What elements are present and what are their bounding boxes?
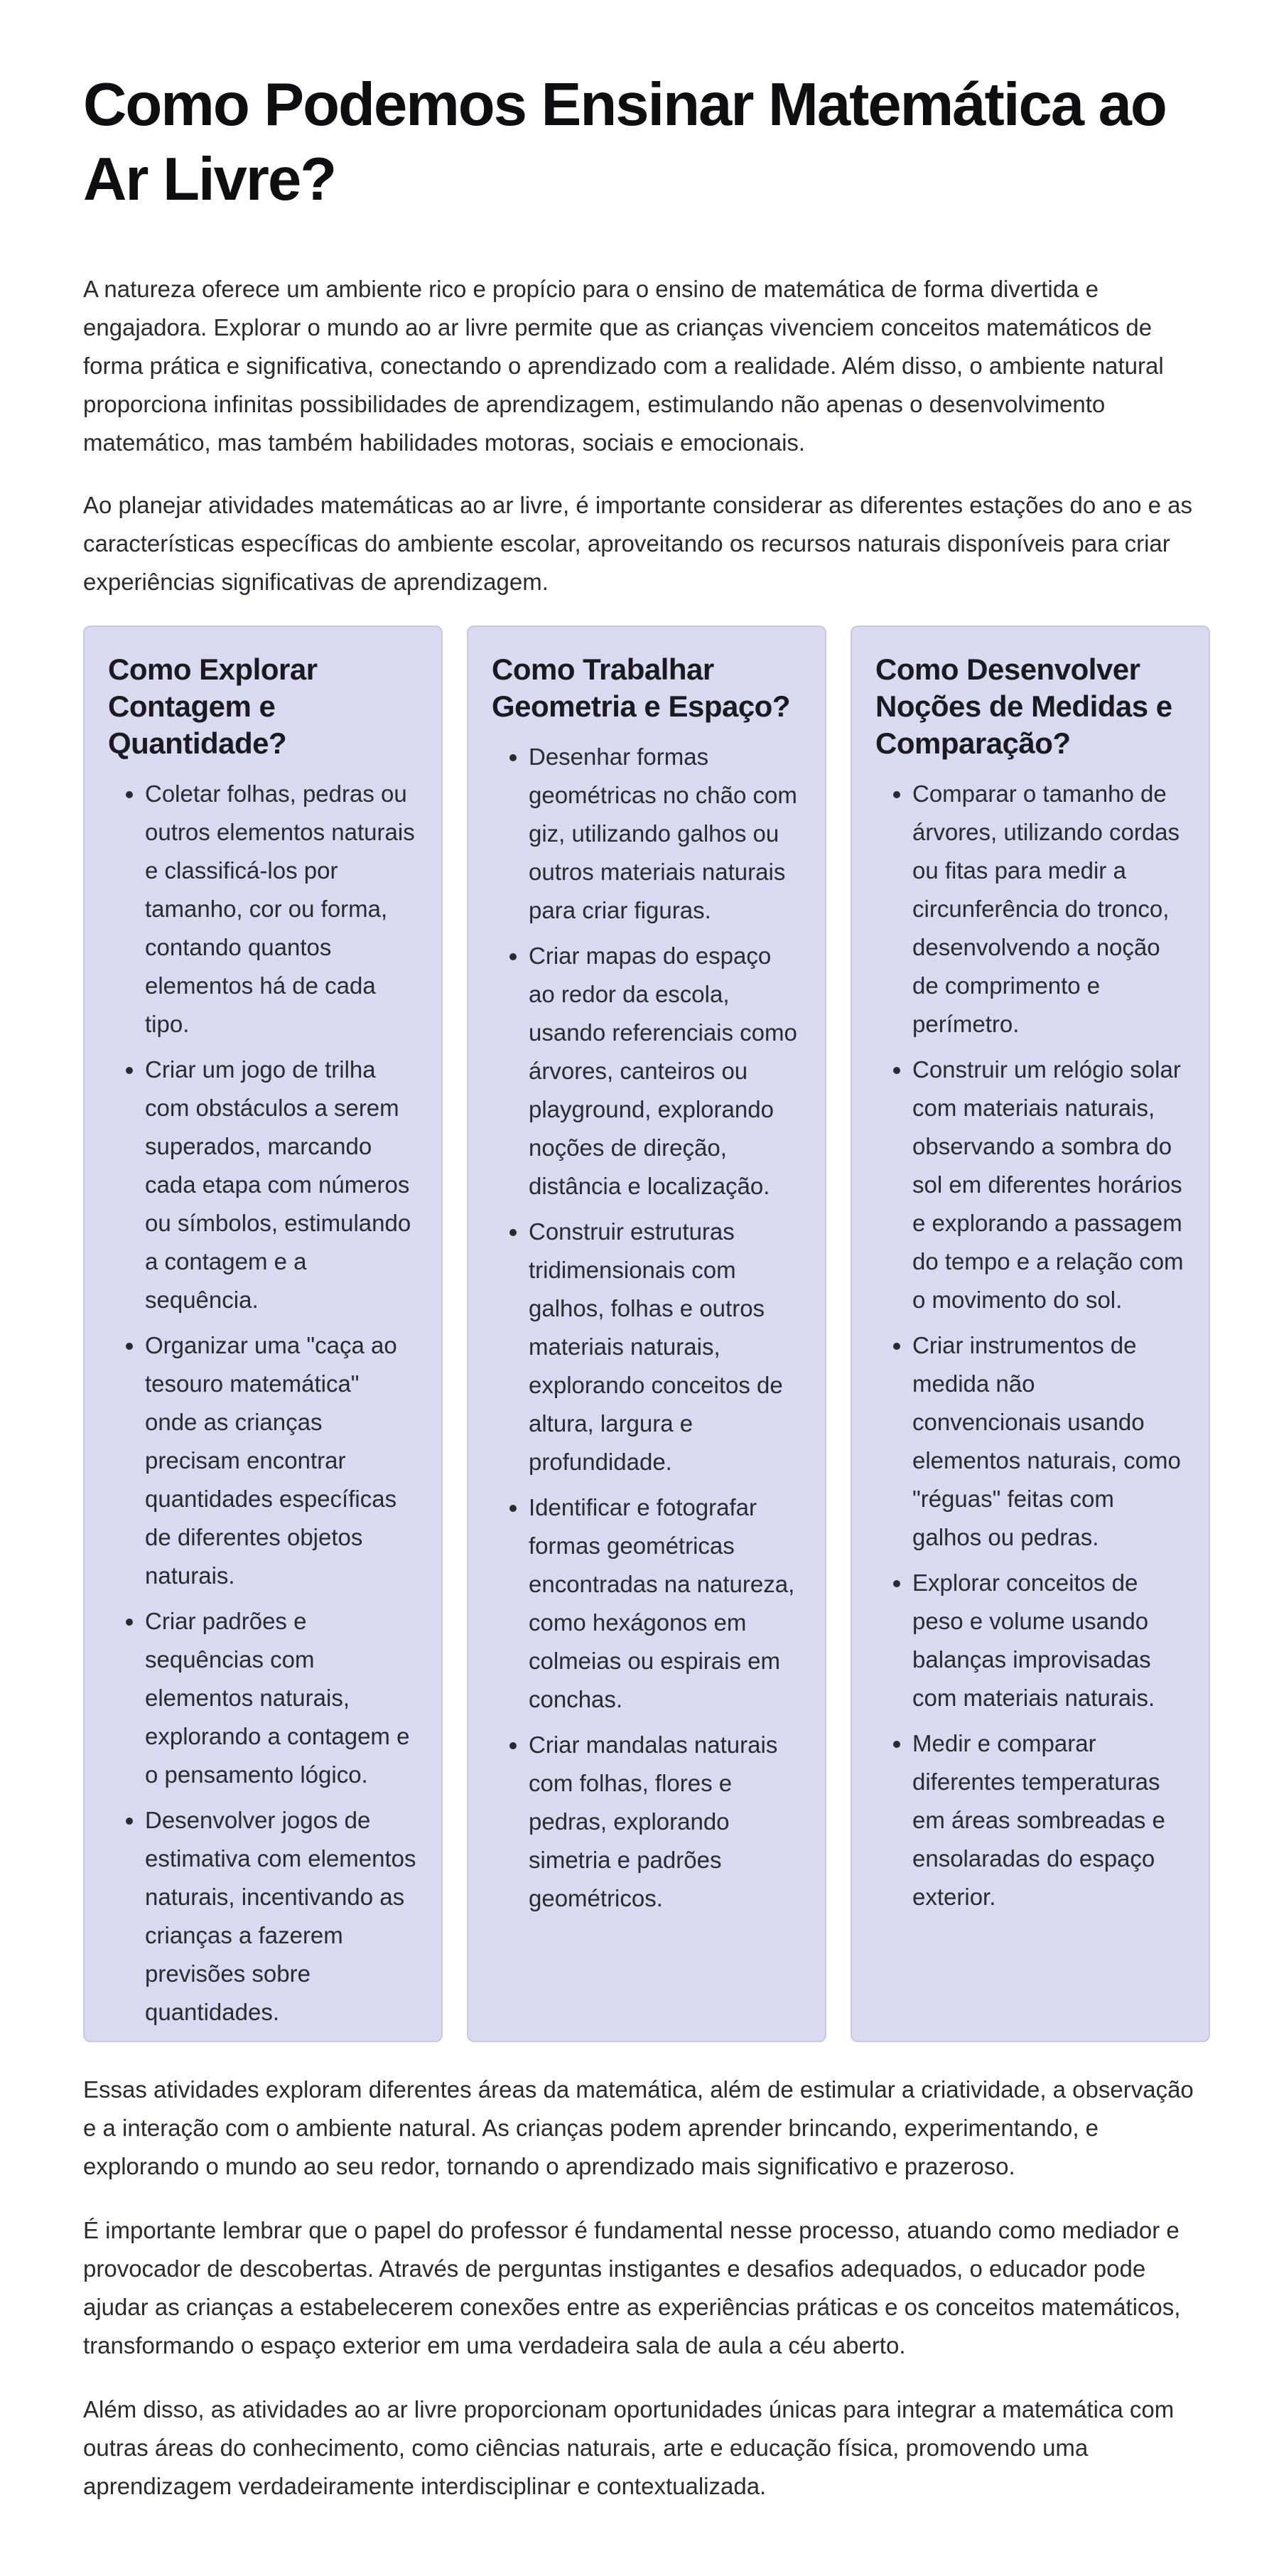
card-counting — [83, 626, 443, 2042]
list-item: • Criar mapas do espaço ao redor da escola, usando referenciais como árvores, canteiros ou playground, explorando noções de direção, distância e localização. — [529, 937, 802, 1206]
list-item: • Explorar conceitos de peso e volume usando balanças improvisadas com materiais naturais. — [912, 1564, 1185, 1717]
list-item: • Construir estruturas tridimensionais com galhos, folhas e outros materiais naturais, explorando conceitos de altura, largura e profundidade. — [529, 1213, 802, 1481]
card-measurement — [851, 626, 1210, 2042]
outro-paragraph-3: Além disso, as atividades ao ar livre proporcionam oportunidades únicas para integrar a matemática com outras áreas do conhecimento, como ciências naturais, arte e educação física, promovendo uma aprendizagem verdadeiramente interdisciplinar e contextualizada. — [83, 2396, 1175, 2499]
list-item: • Criar instrumentos de medida não convencionais usando elementos naturais, como "réguas" feitas com galhos ou pedras. — [912, 1326, 1185, 1557]
list-item: • Construir um relógio solar com materiais naturais, observando a sombra do sol em diferentes horários e explorando a passagem do tempo e a relação com o movimento do sol. — [912, 1051, 1185, 1319]
card-list — [492, 738, 802, 1918]
list-item: • Criar mandalas naturais com folhas, flores e pedras, explorando simetria e padrões geométricos. — [529, 1726, 802, 1918]
list-item: • Identificar e fotografar formas geométricas encontradas na natureza, como hexágonos em colmeias ou espirais em conchas. — [529, 1488, 802, 1719]
card-title: Como Desenvolver Noções de Medidas e Comparação? — [875, 653, 1172, 760]
intro-paragraph-1: A natureza oferece um ambiente rico e propício para o ensino de matemática de forma divertida e engajadora. Explorar o mundo ao ar livre permite que as crianças vivenciem conceitos matemáticos de forma prática e significativa, conectando o aprendizado com a realidade. Além disso, o ambiente natural proporciona infinitas possibilidades de aprendizagem, estimulando não apenas o desenvolvimento matemático, mas também habilidades motoras, sociais e emocionais. — [83, 276, 1164, 456]
card-title: Como Trabalhar Geometria e Espaço? — [492, 653, 790, 723]
list-item: • Desenhar formas geométricas no chão com giz, utilizando galhos ou outros materiais naturais para criar figuras. — [529, 738, 802, 930]
list-item: • Comparar o tamanho de árvores, utilizando cordas ou fitas para medir a circunferência do tronco, desenvolvendo a noção de comprimento e perímetro. — [912, 775, 1185, 1043]
document-page — [83, 0, 1210, 2506]
card-geometry — [467, 626, 826, 2042]
list-item: • Desenvolver jogos de estimativa com elementos naturais, incentivando as crianças a fazerem previsões sobre quantidades. — [145, 1801, 418, 2032]
outro-paragraph-1: Essas atividades exploram diferentes áreas da matemática, além de estimular a criatividade, a observação e a interação com o ambiente natural. As crianças podem aprender brincando, experimentando, e explorando o mundo ao seu redor, tornando o aprendizado mais significativo e prazeroso. — [83, 2076, 1194, 2179]
list-item: • Coletar folhas, pedras ou outros elementos naturais e classificá-los por tamanho, cor ou forma, contando quantos elementos há de cada tipo. — [145, 775, 418, 1043]
intro-paragraph-2: Ao planejar atividades matemáticas ao ar livre, é importante considerar as diferentes estações do ano e as características específicas do ambiente escolar, aproveitando os recursos naturais disponíveis para criar experiências significativas de aprendizagem. — [83, 492, 1193, 595]
list-item: • Criar padrões e sequências com elementos naturais, explorando a contagem e o pensamento lógico. — [145, 1602, 418, 1794]
card-title: Como Explorar Contagem e Quantidade? — [108, 653, 318, 760]
card-list — [875, 775, 1185, 1916]
outro-paragraph-2: É importante lembrar que o papel do professor é fundamental nesse processo, atuando como mediador e provocador de descobertas. Através de perguntas instigantes e desafios adequados, o educador pode ajudar as crianças a estabelecerem conexões entre as experiências práticas e os conceitos matemáticos, transformando o espaço exterior em uma verdadeira sala de aula a céu aberto. — [83, 2217, 1181, 2358]
page-title: Como Podemos Ensinar Matemática ao Ar Livre? — [83, 71, 1166, 213]
activity-cards — [83, 626, 1210, 2042]
list-item: • Criar um jogo de trilha com obstáculos a serem superados, marcando cada etapa com números ou símbolos, estimulando a contagem e a sequência. — [145, 1051, 418, 1319]
list-item: • Organizar uma "caça ao tesouro matemática" onde as crianças precisam encontrar quantidades específicas de diferentes objetos naturais. — [145, 1326, 418, 1595]
list-item: • Medir e comparar diferentes temperaturas em áreas sombreadas e ensolaradas do espaço exterior. — [912, 1724, 1185, 1916]
card-list — [108, 775, 418, 2032]
